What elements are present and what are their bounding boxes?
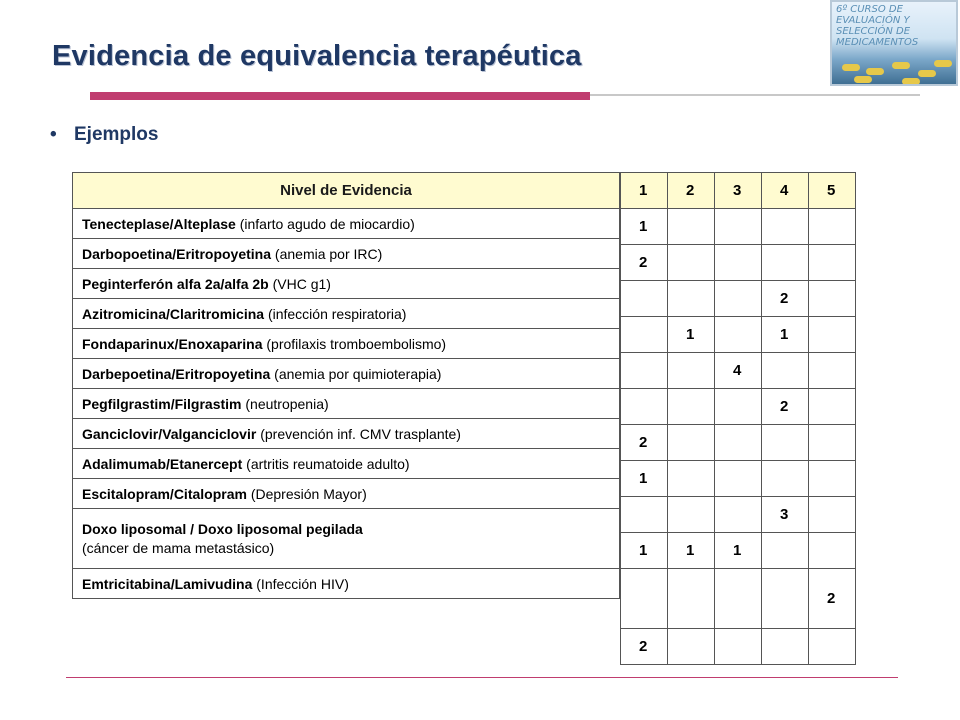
table-row — [73, 509, 620, 569]
level-cell — [668, 353, 715, 389]
level-cell — [809, 353, 856, 389]
level-cell: 2 — [621, 425, 668, 461]
level-cell — [715, 629, 762, 665]
level-header-row — [621, 173, 856, 209]
level-cell: 1 — [621, 461, 668, 497]
drug-pair-cell — [73, 209, 620, 239]
level-cell: 3 — [762, 497, 809, 533]
pill-icon — [854, 76, 872, 83]
level-cell — [668, 497, 715, 533]
drug-pair-name: Azitromicina/Claritromicina — [82, 305, 265, 322]
level-cell — [809, 389, 856, 425]
bullet-icon: • — [50, 124, 57, 145]
level-cell — [809, 461, 856, 497]
pill-icon — [918, 70, 936, 77]
table-row — [73, 389, 620, 419]
level-cell — [762, 629, 809, 665]
table-row — [73, 449, 620, 479]
course-logo — [830, 0, 958, 86]
level-cell — [715, 569, 762, 629]
level-row — [621, 569, 856, 629]
level-cell: 1 — [621, 533, 668, 569]
indication-text: (prevención inf. CMV trasplante) — [260, 425, 461, 442]
indication-text: (infarto agudo de miocardio) — [239, 215, 415, 232]
level-cell — [809, 425, 856, 461]
level-cell: 4 — [715, 353, 762, 389]
drug-pair-cell — [73, 239, 620, 269]
level-cell: 1 — [762, 317, 809, 353]
level-cell — [715, 497, 762, 533]
level-cell: 2 — [621, 629, 668, 665]
table-row — [73, 209, 620, 239]
drug-pair-cell — [73, 479, 620, 509]
table-row — [73, 419, 620, 449]
level-cell — [668, 425, 715, 461]
indication-text: (infección respiratoria) — [267, 305, 407, 322]
table-row — [73, 569, 620, 599]
level-cell — [809, 209, 856, 245]
indication-text: (VHC g1) — [272, 275, 331, 292]
indication-text: (anemia por IRC) — [274, 245, 383, 262]
level-cell — [809, 317, 856, 353]
table-row — [73, 329, 620, 359]
drug-pair-cell — [73, 449, 620, 479]
drug-pair-cell — [73, 569, 620, 599]
level-cell — [715, 209, 762, 245]
level-cell — [668, 461, 715, 497]
level-cell — [762, 353, 809, 389]
level-cell — [668, 245, 715, 281]
level-cell — [715, 317, 762, 353]
level-cell — [621, 569, 668, 629]
level-cell — [809, 533, 856, 569]
level-cell: 2 — [809, 569, 856, 629]
level-cell: 2 — [762, 389, 809, 425]
level-cell — [809, 281, 856, 317]
level-row — [621, 425, 856, 461]
indication-text: (cáncer de mama metastásico) — [82, 539, 275, 556]
logo-text: 6º CURSO DE EVALUACIÓN Y SELECCIÓN DE MEDICAMENTOS — [836, 4, 919, 48]
level-cell — [621, 281, 668, 317]
level-header-2: 2 — [668, 173, 715, 209]
pill-icon — [902, 78, 920, 85]
bullet-text: Ejemplos — [74, 124, 159, 145]
drug-pair-name: Fondaparinux/Enoxaparina — [82, 335, 263, 352]
level-row — [621, 317, 856, 353]
level-cell — [621, 317, 668, 353]
footer-divider — [66, 677, 898, 678]
level-row — [621, 245, 856, 281]
table-row — [73, 299, 620, 329]
level-cell — [762, 533, 809, 569]
level-cell: 1 — [668, 533, 715, 569]
drug-pair-name: Peginterferón alfa 2a/alfa 2b — [82, 275, 269, 292]
drug-pair-name: Doxo liposomal / Doxo liposomal pegilada — [82, 520, 363, 537]
level-cell: 1 — [715, 533, 762, 569]
level-cell — [668, 389, 715, 425]
drug-pair-cell — [73, 389, 620, 419]
level-header-1: 1 — [621, 173, 668, 209]
drug-pair-name: Adalimumab/Etanercept — [82, 455, 243, 472]
level-cell: 2 — [621, 245, 668, 281]
table-row — [73, 479, 620, 509]
drug-pair-name: Ganciclovir/Valganciclovir — [82, 425, 257, 442]
level-header-4: 4 — [762, 173, 809, 209]
level-cell — [668, 209, 715, 245]
pill-icon — [866, 68, 884, 75]
pill-icon — [934, 60, 952, 67]
drug-pair-cell — [73, 419, 620, 449]
level-row — [621, 389, 856, 425]
table-header: Nivel de Evidencia — [73, 173, 620, 209]
bullet-item — [50, 124, 158, 146]
evidence-level-grid — [620, 172, 856, 665]
level-row — [621, 281, 856, 317]
title-underline-accent — [90, 92, 590, 100]
table-row — [73, 269, 620, 299]
slide-title: Evidencia de equivalencia terapéutica — [52, 40, 582, 72]
level-row — [621, 533, 856, 569]
level-cell — [715, 425, 762, 461]
level-header-3: 3 — [715, 173, 762, 209]
indication-text: (artritis reumatoide adulto) — [246, 455, 410, 472]
indication-text: (Infección HIV) — [256, 575, 349, 592]
title-underline-thin — [590, 94, 920, 96]
level-cell — [715, 281, 762, 317]
indication-text: (anemia por quimioterapia) — [274, 365, 442, 382]
level-row — [621, 209, 856, 245]
level-cell — [715, 245, 762, 281]
level-cell — [668, 569, 715, 629]
level-row — [621, 461, 856, 497]
level-cell — [762, 209, 809, 245]
drug-pair-name: Darbepoetina/Eritropoyetina — [82, 365, 271, 382]
level-cell — [762, 245, 809, 281]
drug-pair-name: Darbopoetina/Eritropoyetina — [82, 245, 272, 262]
evidence-table — [72, 172, 620, 599]
pill-icon — [892, 62, 910, 69]
level-row — [621, 629, 856, 665]
level-cell — [809, 245, 856, 281]
indication-text: (Depresión Mayor) — [250, 485, 367, 502]
level-cell — [809, 629, 856, 665]
indication-text: (neutropenia) — [245, 395, 329, 412]
level-cell — [809, 497, 856, 533]
drug-pair-cell — [73, 359, 620, 389]
table-row — [73, 239, 620, 269]
level-cell — [668, 629, 715, 665]
level-cell: 1 — [621, 209, 668, 245]
drug-pair-cell — [73, 329, 620, 359]
level-cell — [668, 281, 715, 317]
level-cell — [762, 425, 809, 461]
drug-pair-cell — [73, 269, 620, 299]
level-cell — [715, 461, 762, 497]
level-row — [621, 497, 856, 533]
drug-pair-name: Pegfilgrastim/Filgrastim — [82, 395, 242, 412]
level-cell: 2 — [762, 281, 809, 317]
level-cell — [621, 389, 668, 425]
pill-icon — [842, 64, 860, 71]
level-cell — [715, 389, 762, 425]
level-cell — [762, 461, 809, 497]
drug-pair-name: Escitalopram/Citalopram — [82, 485, 247, 502]
table-row — [73, 359, 620, 389]
drug-pair-name: Emtricitabina/Lamivudina — [82, 575, 253, 592]
level-header-5: 5 — [809, 173, 856, 209]
level-cell — [621, 497, 668, 533]
drug-pair-name: Tenecteplase/Alteplase — [82, 215, 236, 232]
drug-pair-cell — [73, 299, 620, 329]
level-cell — [621, 353, 668, 389]
level-cell — [762, 569, 809, 629]
level-row — [621, 353, 856, 389]
level-cell: 1 — [668, 317, 715, 353]
drug-pair-cell — [73, 509, 620, 569]
indication-text: (profilaxis tromboembolismo) — [266, 335, 447, 352]
